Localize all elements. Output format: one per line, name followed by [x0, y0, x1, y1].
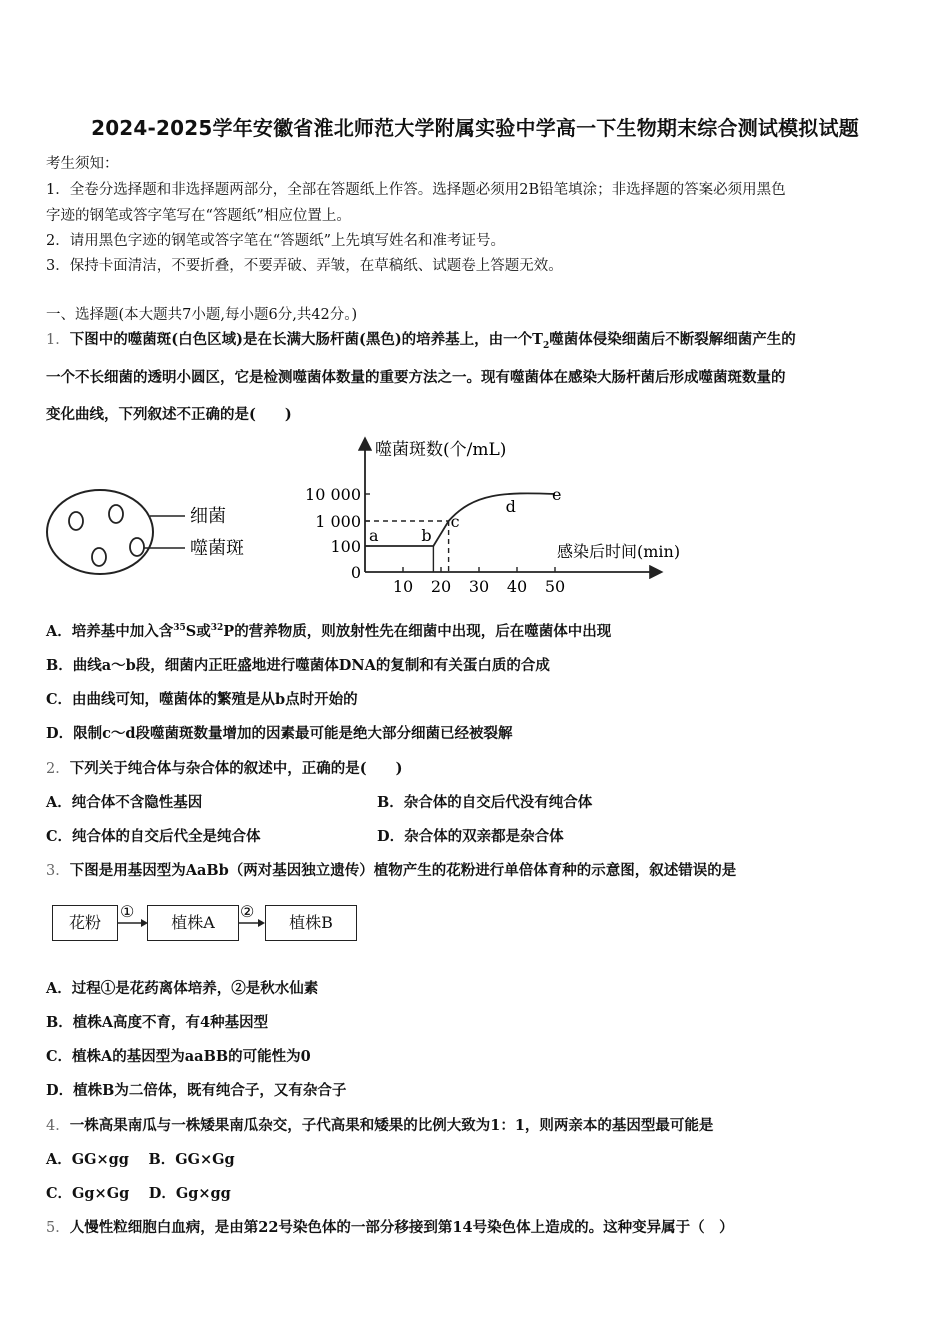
- question-2-option-b[interactable]: B．杂合体的自交后代没有纯合体: [377, 794, 593, 811]
- page-title: 2024-2025学年安徽省淮北师范大学附属实验中学高一下生物期末综合测试模拟试题: [91, 116, 859, 140]
- question-2-option-c[interactable]: C．纯合体的自交后代全是纯合体: [46, 828, 261, 845]
- flow-arrows: [116, 896, 268, 946]
- point-label: e: [552, 485, 562, 504]
- plaque: [69, 512, 83, 530]
- label-plaque: 噬菌斑: [190, 538, 244, 559]
- question-3-option-a[interactable]: A．过程①是花药离体培养，②是秋水仙素: [46, 980, 319, 997]
- point-label: d: [505, 497, 516, 516]
- question-1-stem-line2: 一个不长细菌的透明小圆区，它是检测噬菌体数量的重要方法之一。现有噬菌体在感染大肠杆菌后形成噬菌斑数量的: [46, 369, 786, 386]
- question-4-options-cd[interactable]: C．Gg×Gg D．Gg×gg: [46, 1185, 231, 1202]
- series-line: [365, 493, 555, 546]
- notice-heading: 考生须知：: [46, 156, 119, 172]
- x-tick-label: 40: [506, 577, 528, 596]
- superscript: 35: [173, 623, 186, 633]
- question-1-option-d[interactable]: D．限制c～d段噬菌斑数量增加的因素最可能是绝大部分细菌已经被裂解: [46, 725, 513, 742]
- question-number: 3．: [46, 863, 70, 879]
- stem-text: 人慢性粒细胞白血病，是由第22号染色体的一部分移接到第14号染色体上造成的。这种变异属于（ ）: [69, 1219, 734, 1236]
- y-tick-label: 1 000: [315, 512, 361, 531]
- notice-item: 3．保持卡面清洁，不要折叠，不要弄破、弄皱，在草稿纸、试题卷上答题无效。: [46, 258, 563, 274]
- y-axis-label: 噬菌斑数(个/mL): [375, 440, 507, 460]
- y-tick-label: 0: [350, 563, 361, 582]
- question-4-options-ab[interactable]: A．GG×gg B．GG×Gg: [46, 1151, 235, 1168]
- section-heading: 一、选择题(本大题共7小题,每小题6分,共42分。): [46, 307, 358, 323]
- notice-item: 1．全卷分选择题和非选择题两部分，全部在答题纸上作答。选择题必须用2B铅笔填涂；非选择题的答案必须用黑色: [46, 182, 786, 198]
- stem-text: 下列关于纯合体与杂合体的叙述中，正确的是( ): [69, 760, 403, 777]
- option-text: S或: [185, 623, 211, 640]
- question-3-option-c[interactable]: C．植株A的基因型为aaBB的可能性为0: [46, 1048, 311, 1065]
- flow-box-plant-a: 植株A: [147, 905, 239, 941]
- question-1-option-a[interactable]: [46, 620, 611, 641]
- question-3-stem: [46, 859, 736, 880]
- question-1-option-c[interactable]: C．由曲线可知，噬菌体的繁殖是从b点时开始的: [46, 691, 358, 708]
- stem-text: 一株高果南瓜与一株矮果南瓜杂交，子代高果和矮果的比例大致为1：1，则两亲本的基因型最可能是: [69, 1117, 714, 1134]
- question-1-option-b[interactable]: B．曲线a～b段，细菌内正旺盛地进行噬菌体DNA的复制和有关蛋白质的合成: [46, 657, 550, 674]
- flow-box-plant-b: 植株B: [265, 905, 357, 941]
- y-tick-label: 100: [330, 537, 361, 556]
- x-axis-label: 感染后时间(min): [557, 542, 681, 561]
- plaque-chart: [295, 432, 715, 597]
- x-tick-label: 10: [392, 577, 414, 596]
- question-number: 4．: [46, 1118, 70, 1134]
- point-label: b: [421, 526, 432, 545]
- notice-item: 2．请用黑色字迹的钢笔或答字笔在“答题纸”上先填写姓名和准考证号。: [46, 233, 506, 249]
- question-number: 5．: [46, 1220, 70, 1236]
- label-bacteria: 细菌: [190, 506, 226, 527]
- point-label: c: [450, 512, 460, 531]
- plaque: [130, 538, 144, 556]
- question-number: 2．: [46, 761, 70, 777]
- point-label: a: [369, 526, 379, 545]
- question-2-option-a[interactable]: A．纯合体不含隐性基因: [46, 794, 203, 811]
- question-2-stem: [46, 757, 402, 778]
- question-number: 1．: [46, 332, 70, 348]
- stem-text: 下图中的噬菌斑(白色区域)是在长满大肠杆菌(黑色)的培养基上，由一个T: [69, 331, 543, 348]
- option-text: A．培养基中加入含: [46, 623, 174, 640]
- step-1-label: ①: [120, 902, 135, 921]
- x-tick-label: 20: [430, 577, 452, 596]
- question-5-stem: [46, 1216, 734, 1237]
- superscript: 32: [210, 623, 224, 633]
- stem-text: 噬菌体侵染细菌后不断裂解细菌产生的: [549, 331, 796, 348]
- notice-item: 字迹的钢笔或答字笔写在“答题纸”相应位置上。: [46, 208, 351, 224]
- question-2-option-d[interactable]: D．杂合体的双亲都是杂合体: [377, 828, 564, 845]
- question-3-option-b[interactable]: B．植株A高度不育，有4种基因型: [46, 1014, 269, 1031]
- y-tick-label: 10 000: [305, 485, 361, 504]
- x-tick-label: 50: [544, 577, 566, 596]
- plaque: [109, 505, 123, 523]
- arrow-head-icon: [258, 919, 265, 927]
- petri-dish-figure: [40, 488, 250, 588]
- subscript: 2: [542, 340, 550, 351]
- x-tick-label: 30: [468, 577, 490, 596]
- step-2-label: ②: [240, 902, 255, 921]
- option-text: P的营养物质，则放射性先在细菌中出现，后在噬菌体中出现: [223, 623, 612, 640]
- arrow-head-icon: [141, 919, 148, 927]
- question-1-stem-line3: 变化曲线，下列叙述不正确的是( ): [46, 406, 292, 423]
- plaque: [92, 548, 106, 566]
- flow-box-pollen: 花粉: [52, 905, 118, 941]
- question-4-stem: [46, 1114, 713, 1135]
- question-1-stem: [46, 328, 796, 351]
- stem-text: 下图是用基因型为AaBb（两对基因独立遗传）植物产生的花粉进行单倍体育种的示意图，叙述错误的是: [69, 862, 737, 879]
- question-3-option-d[interactable]: D．植株B为二倍体，既有纯合子，又有杂合子: [46, 1082, 347, 1099]
- petri-dish: [47, 490, 153, 574]
